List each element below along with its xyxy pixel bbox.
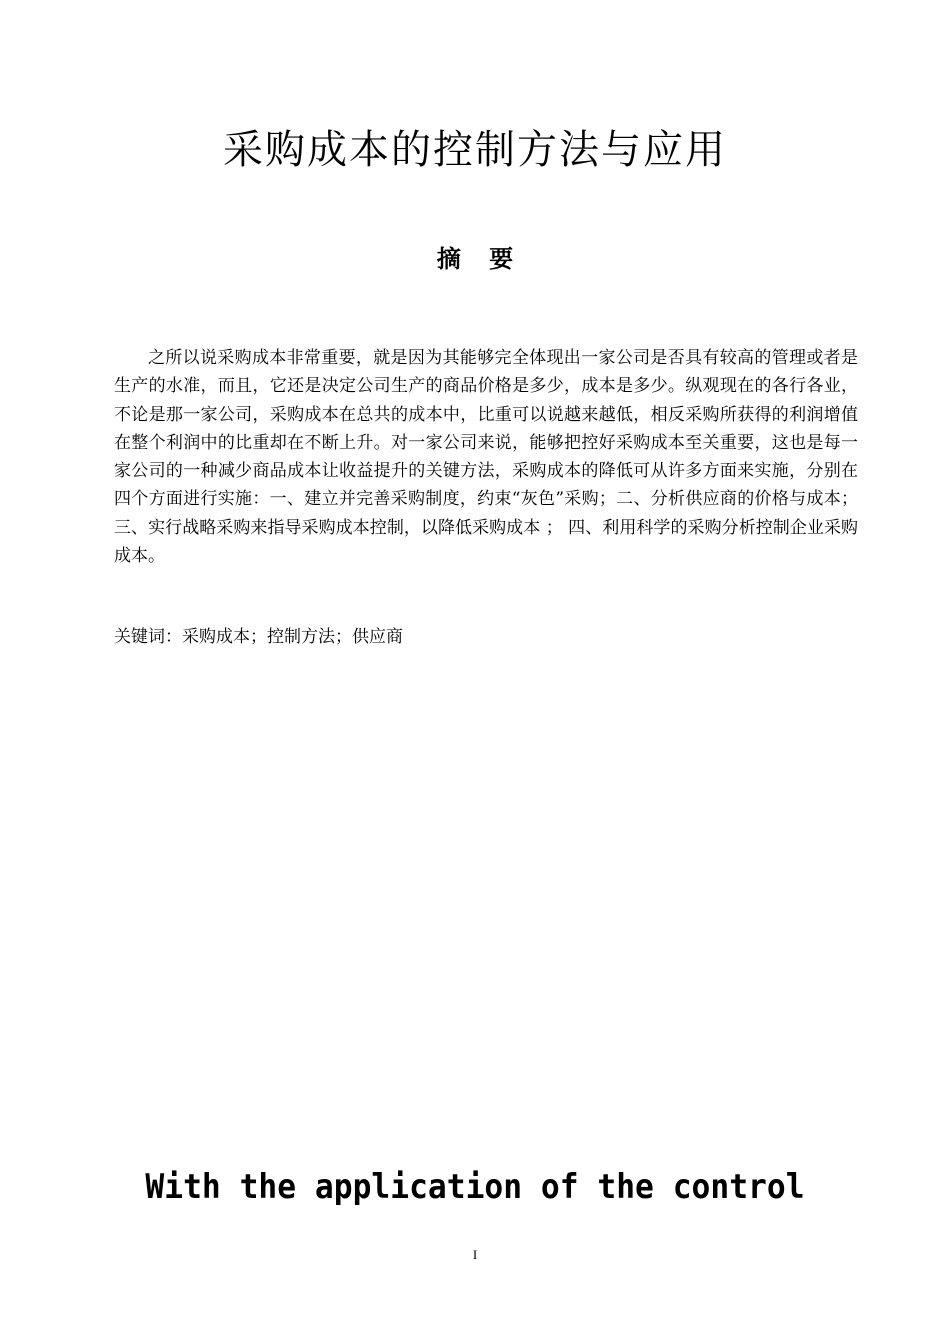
page-number: I xyxy=(472,1247,478,1262)
abstract-heading: 摘 要 xyxy=(436,245,514,273)
document-title: 采购成本的控制方法与应用 xyxy=(223,127,727,173)
abstract-paragraph: 之所以说采购成本非常重要，就是因为其能够完全体现出一家公司是否具有较高的管理或者是生产的水准，而且，它还是决定公司生产的商品价格是多少，成本是多少。纵观现在的各行各业，不论是那一家公司，采购成本在总共的成本中，比重可以说越来越低，相反采购所获得的利润增值在整个利润中的比重却在不断上升。对一家公司来说，能够把控好采购成本至关重要，这也是每一家公司的一种减少商品成本让收益提升的关键方法，采购成本的降低可从许多方面来实施，分别在四个方面进行实施：一、建立并完善采购制度，约束“灰色”采购；二、分析供应商的价格与成本；三、实行战略采购来指导采购成本控制，以降低采购成本 ； 四、利用科学的采购分析控制企业采购成本。 xyxy=(114,348,858,567)
keywords-line: 关键词：采购成本；控制方法；供应商 xyxy=(114,627,403,647)
english-title: With the application of the control xyxy=(145,1167,805,1207)
